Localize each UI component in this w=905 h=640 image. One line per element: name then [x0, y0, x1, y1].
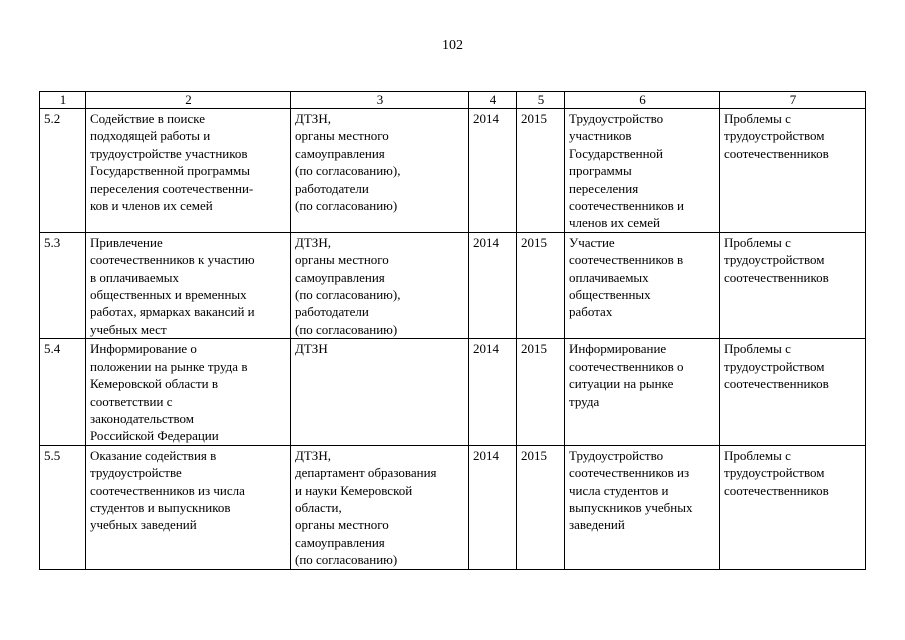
- executor-cell: ДТЗН, департамент образования и науки Кемеровской области, органы местного самоуправления (по согласованию): [291, 445, 469, 569]
- activity-cell: Содействие в поиске подходящей работы и трудоустройстве участников Государственной программы переселения соотечественни- ков и членов их семей: [86, 109, 291, 233]
- end-year-cell: 2015: [517, 339, 565, 445]
- end-year-cell: 2015: [517, 445, 565, 569]
- end-year-cell: 2015: [517, 109, 565, 233]
- table-row: [40, 232, 866, 338]
- problem-cell: Проблемы с трудоустройством соотечественников: [720, 232, 866, 338]
- row-number: 5.2: [40, 109, 86, 233]
- row-number: 5.5: [40, 445, 86, 569]
- executor-cell: ДТЗН: [291, 339, 469, 445]
- problem-cell: Проблемы с трудоустройством соотечественников: [720, 109, 866, 233]
- result-cell: Трудоустройство соотечественников из числа студентов и выпускников учебных заведений: [565, 445, 720, 569]
- activity-cell: Привлечение соотечественников к участию в оплачиваемых общественных и временных работах, ярмарках вакансий и учебных мест: [86, 232, 291, 338]
- column-header: 6: [565, 92, 720, 109]
- start-year-cell: 2014: [469, 232, 517, 338]
- column-header: 1: [40, 92, 86, 109]
- column-header: 2: [86, 92, 291, 109]
- page-number: 102: [442, 38, 463, 53]
- header-row: [40, 92, 866, 109]
- start-year-cell: 2014: [469, 109, 517, 233]
- column-header: 5: [517, 92, 565, 109]
- start-year-cell: 2014: [469, 339, 517, 445]
- column-header: 3: [291, 92, 469, 109]
- row-number: 5.4: [40, 339, 86, 445]
- problem-cell: Проблемы с трудоустройством соотечественников: [720, 339, 866, 445]
- table-row: [40, 445, 866, 569]
- executor-cell: ДТЗН, органы местного самоуправления (по согласованию), работодатели (по согласованию): [291, 109, 469, 233]
- activity-cell: Оказание содействия в трудоустройстве соотечественников из числа студентов и выпускников учебных заведений: [86, 445, 291, 569]
- result-cell: Информирование соотечественников о ситуации на рынке труда: [565, 339, 720, 445]
- column-header: 7: [720, 92, 866, 109]
- problem-cell: Проблемы с трудоустройством соотечественников: [720, 445, 866, 569]
- row-number: 5.3: [40, 232, 86, 338]
- table-row: [40, 109, 866, 233]
- start-year-cell: 2014: [469, 445, 517, 569]
- executor-cell: ДТЗН, органы местного самоуправления (по согласованию), работодатели (по согласованию): [291, 232, 469, 338]
- table-row: [40, 339, 866, 445]
- end-year-cell: 2015: [517, 232, 565, 338]
- result-cell: Трудоустройство участников Государственной программы переселения соотечественников и членов их семей: [565, 109, 720, 233]
- activity-cell: Информирование о положении на рынке труда в Кемеровской области в соответствии с законодательством Российской Федерации: [86, 339, 291, 445]
- result-cell: Участие соотечественников в оплачиваемых общественных работах: [565, 232, 720, 338]
- activities-table: [39, 91, 866, 570]
- column-header: 4: [469, 92, 517, 109]
